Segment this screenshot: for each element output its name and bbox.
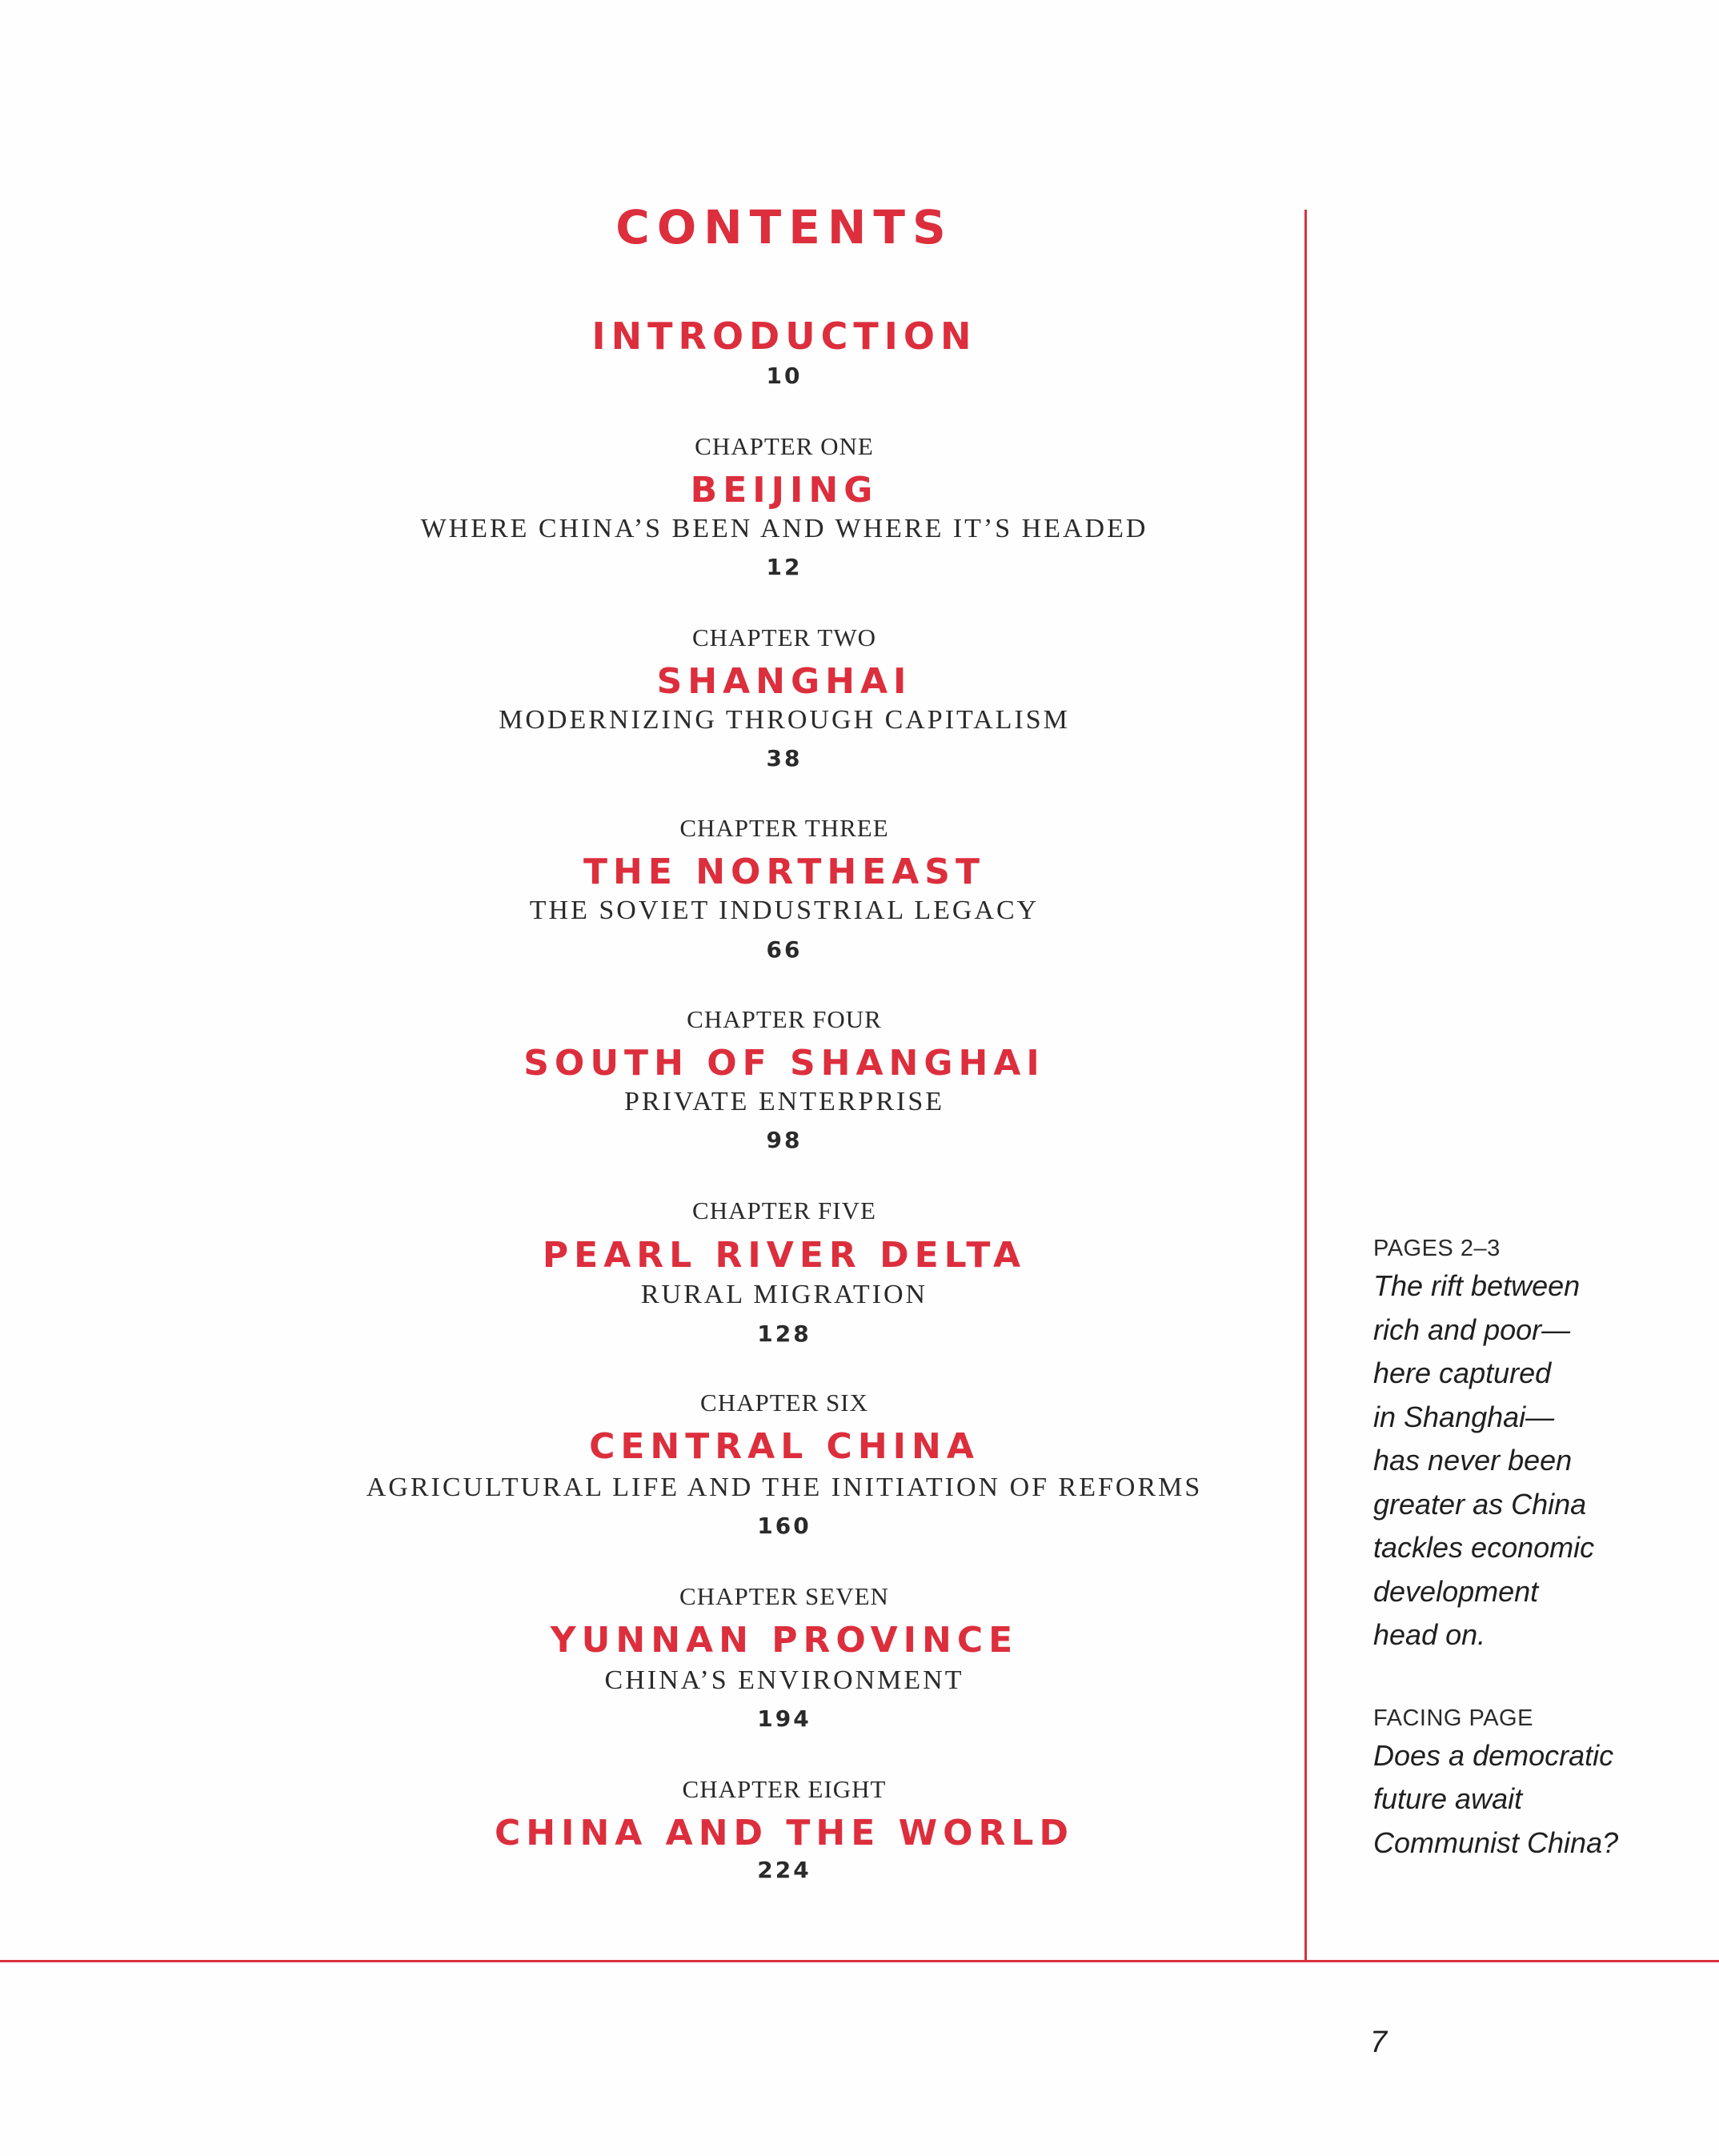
caption-label: PAGES 2–3 <box>1373 1236 1501 1261</box>
chapter-seven-title: YUNNAN PROVINCE <box>550 1620 1019 1661</box>
chapter-one-label: CHAPTER ONE <box>695 432 874 460</box>
chapter-seven-subtitle: CHINA’S ENVIRONMENT <box>604 1665 964 1695</box>
chapter-six-page-number: 160 <box>757 1513 811 1539</box>
chapter-six-title: CENTRAL CHINA <box>589 1426 980 1467</box>
introduction-title: INTRODUCTION <box>591 315 977 358</box>
chapter-four-label: CHAPTER FOUR <box>687 1005 882 1033</box>
chapter-six-label: CHAPTER SIX <box>700 1389 868 1417</box>
caption-line: rich and poor— <box>1373 1312 1571 1346</box>
chapter-eight-label: CHAPTER EIGHT <box>682 1775 887 1803</box>
chapter-three-title: THE NORTHEAST <box>583 852 985 892</box>
caption-line: Communist China? <box>1373 1825 1619 1859</box>
caption-line: has never been <box>1373 1444 1573 1477</box>
chapter-one-page-number: 12 <box>766 554 803 580</box>
caption-line: The rift between <box>1373 1269 1581 1302</box>
chapter-eight-title: CHINA AND THE WORLD <box>495 1813 1074 1853</box>
caption-label: FACING PAGE <box>1373 1705 1533 1731</box>
contents-heading: CONTENTS <box>615 200 953 254</box>
chapter-seven-page-number: 194 <box>757 1705 811 1732</box>
chapter-five-title: PEARL RIVER DELTA <box>542 1235 1027 1276</box>
horizontal-divider-rule <box>0 1960 1719 1962</box>
chapter-seven-label: CHAPTER SEVEN <box>679 1582 889 1610</box>
caption-pages-2-3 <box>1373 1232 1693 1657</box>
chapter-four-title: SOUTH OF SHANGHAI <box>523 1043 1045 1084</box>
caption-line: development <box>1373 1574 1539 1608</box>
page-number-folio: 7 <box>1370 2026 1388 2059</box>
chapter-six-subtitle: AGRICULTURAL LIFE AND THE INITIATION OF REFORMS <box>366 1473 1203 1502</box>
chapter-two-title: SHANGHAI <box>656 661 912 702</box>
caption-line: Does a democratic <box>1373 1738 1614 1772</box>
chapter-two-label: CHAPTER TWO <box>691 623 876 651</box>
chapter-three-label: CHAPTER THREE <box>679 814 889 842</box>
chapter-three-page-number: 66 <box>766 936 803 963</box>
caption-line: head on. <box>1373 1618 1486 1651</box>
chapter-one-subtitle: WHERE CHINA’S BEEN AND WHERE IT’S HEADED <box>420 514 1148 543</box>
chapter-four-page-number: 98 <box>766 1127 803 1153</box>
caption-facing-page <box>1373 1702 1693 1865</box>
sidebar-captions <box>1373 1232 1693 1865</box>
caption-line: tackles economic <box>1373 1531 1595 1564</box>
chapter-one-title: BEIJING <box>690 470 879 511</box>
vertical-divider-rule <box>1304 210 1307 1962</box>
chapter-five-subtitle: RURAL MIGRATION <box>640 1280 928 1309</box>
caption-line: here captured <box>1373 1357 1552 1389</box>
chapter-two-subtitle: MODERNIZING THROUGH CAPITALISM <box>499 705 1070 735</box>
caption-line: greater as China <box>1373 1487 1587 1521</box>
caption-line: future await <box>1373 1782 1523 1815</box>
chapter-five-label: CHAPTER FIVE <box>692 1196 876 1224</box>
caption-line: in Shanghai— <box>1373 1400 1555 1433</box>
caption-text <box>1373 1264 1693 1657</box>
chapter-five-page-number: 128 <box>757 1320 811 1347</box>
chapter-three-subtitle: THE SOVIET INDUSTRIAL LEGACY <box>529 896 1040 925</box>
chapter-eight-page-number: 224 <box>757 1857 811 1883</box>
chapter-two-page-number: 38 <box>766 745 803 771</box>
chapter-four-subtitle: PRIVATE ENTERPRISE <box>623 1087 945 1116</box>
caption-text <box>1373 1734 1693 1865</box>
introduction-page-number: 10 <box>766 363 803 389</box>
